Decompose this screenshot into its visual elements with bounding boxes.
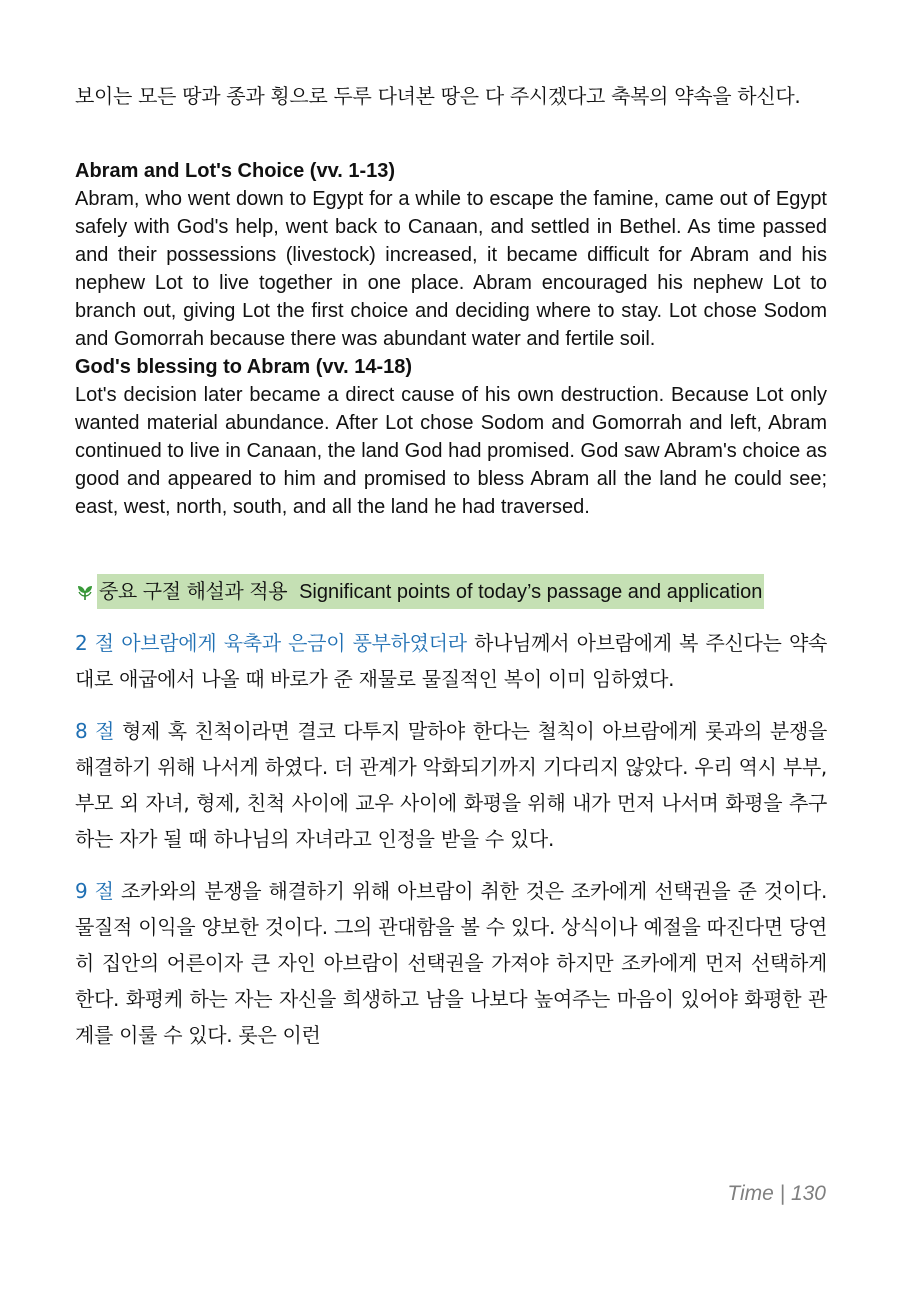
section-heading: God's blessing to Abram (vv. 14-18) xyxy=(75,356,413,378)
section-abram-lot-choice xyxy=(75,157,827,353)
verse-note-8 xyxy=(75,713,827,857)
significant-points-banner xyxy=(75,574,827,609)
verse-commentary: 하나님께서 아브람에게 복 주신다는 약속대로 애굽에서 나올 때 바로가 준 재물로 물질적인 복이 이미 임하였다. xyxy=(75,631,828,691)
footer-separator: | xyxy=(779,1182,786,1205)
verse-ref: 9 절 xyxy=(75,879,114,903)
page-number: 130 xyxy=(790,1182,826,1205)
banner-label-korean: 중요 구절 해설과 적용 xyxy=(99,579,288,603)
intro-korean-paragraph: 보이는 모든 땅과 종과 횡으로 두루 다녀본 땅은 다 주시겠다고 축복의 약속을 하신다. xyxy=(75,84,801,108)
verse-quote: 아브람에게 육축과 은금이 풍부하였더라 xyxy=(121,631,467,655)
document-page xyxy=(75,78,827,1053)
verse-ref: 8 절 xyxy=(75,719,115,743)
sprout-icon xyxy=(75,582,95,602)
verse-commentary: 조카와의 분쟁을 해결하기 위해 아브람이 취한 것은 조카에게 선택권을 준 것이다. 물질적 이익을 양보한 것이다. 그의 관대함을 볼 수 있다. 상식이나 예절을 따진다면 당연히 집안의 어른이자 큰 자인 아브람이 선택권을 가져야 하지만 조카에게 먼저 선택하게 한다. 화평케 하는 자는 자신을 희생하고 남을 나보다 높여주는 마음이 있어야 화평한 관계를 이룰 수 있다. 롯은 이런 xyxy=(75,879,827,1047)
verse-ref: 2 절 xyxy=(75,631,114,655)
verse-note-9 xyxy=(75,873,827,1053)
footer-label: Time xyxy=(727,1182,774,1205)
verse-note-2 xyxy=(75,625,827,697)
banner-label-english: Significant points of today’s passage and application xyxy=(299,581,763,603)
section-body: Abram, who went down to Egypt for a while to escape the famine, came out of Egypt safely with God's help, went back to Canaan, and settled in Bethel. As time passed and their possessions (livestock) increased, it became difficult for Abram and his nephew Lot to live together in one place. Abram encouraged his nephew Lot to branch out, giving Lot the first choice and deciding where to stay. Lot chose Sodom and Gomorrah because there was abundant water and fertile soil. xyxy=(75,188,827,350)
section-heading: Abram and Lot's Choice (vv. 1-13) xyxy=(75,160,396,182)
banner-label xyxy=(97,574,764,609)
section-body: Lot's decision later became a direct cause of his own destruction. Because Lot only wanted material abundance. After Lot chose Sodom and Gomorrah and left, Abram continued to live in Canaan, the land God had promised. God saw Abram's choice as good and appeared to him and promised to bless Abram all the land he could see; east, west, north, south, and all the land he had traversed. xyxy=(75,384,827,518)
verse-commentary: 형제 혹 친척이라면 결코 다투지 말하야 한다는 철칙이 아브람에게 롯과의 분쟁을 해결하기 위해 나서게 하였다. 더 관계가 악화되기까지 기다리지 않았다. 우리 역시 부부, 부모 외 자녀, 형제, 친척 사이에 교우 사이에 화평을 위해 내가 먼저 나서며 화평을 추구하는 자가 될 때 하나님의 자녀라고 인정을 받을 수 있다. xyxy=(75,719,827,851)
section-gods-blessing xyxy=(75,353,827,521)
page-footer xyxy=(727,1182,826,1206)
